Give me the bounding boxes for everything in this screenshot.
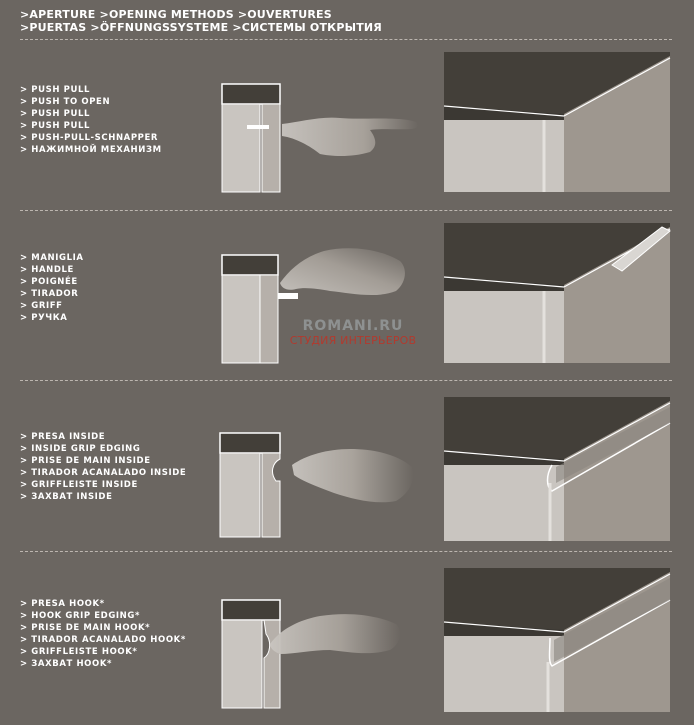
opening-method-label: > GRIFFLEISTE HOOK* — [20, 647, 138, 657]
diagram-inside-grip — [200, 383, 694, 553]
push-latch-mark — [247, 125, 269, 129]
labels-handle — [20, 252, 220, 324]
cross-section-push-pull — [222, 84, 280, 192]
separator-top — [20, 39, 672, 40]
diagram-hook-grip — [200, 554, 694, 724]
watermark-brand: ROMANI.RU — [302, 318, 404, 334]
watermark-subtitle: СТУДИЯ ИНТЕРЬЕРОВ — [289, 334, 417, 347]
handle-profile-mark — [278, 293, 298, 299]
opening-method-label: > PUSH-PULL-SCHNAPPER — [20, 133, 159, 143]
opening-method-label: > TIRADOR — [20, 289, 79, 299]
opening-method-label: > TIRADOR ACANALADO INSIDE — [20, 468, 187, 478]
header-line-1: >APERTURE >OPENING METHODS >OUVERTURES — [20, 8, 332, 21]
labels-push-pull — [20, 84, 220, 156]
labels-hook-grip — [20, 598, 220, 670]
opening-method-label: > HOOK GRIP EDGING* — [20, 611, 141, 621]
cross-section-handle — [222, 255, 298, 363]
cross-section-hook-grip — [222, 600, 280, 708]
opening-method-label: > PUSH PULL — [20, 121, 90, 131]
diagram-handle — [200, 213, 694, 383]
opening-method-label: > PRISE DE MAIN HOOK* — [20, 623, 151, 633]
opening-method-label: > ЗАХВАТ HOOK* — [20, 659, 113, 669]
opening-method-label: > PUSH PULL — [20, 109, 90, 119]
labels-inside-grip — [20, 431, 220, 503]
opening-method-label: > PRISE DE MAIN INSIDE — [20, 456, 151, 466]
opening-method-label: > GRIFFLEISTE INSIDE — [20, 480, 138, 490]
opening-method-label: > GRIFF — [20, 301, 63, 311]
opening-method-label: > РУЧКА — [20, 313, 68, 323]
opening-method-label: > PRESA INSIDE — [20, 432, 106, 442]
opening-method-label: > MANIGLIA — [20, 253, 84, 263]
opening-method-label: > PUSH PULL — [20, 85, 90, 95]
cabinet-3d-hook-grip — [444, 568, 670, 712]
opening-method-label: > НАЖИМНОЙ МЕХАНИЗМ — [20, 145, 162, 155]
opening-method-label: > POIGNÉE — [20, 277, 78, 287]
hand-icon — [270, 614, 400, 654]
diagram-push-pull — [200, 42, 694, 212]
opening-method-label: > HANDLE — [20, 265, 74, 275]
cabinet-3d-inside-grip — [444, 397, 670, 541]
hand-icon — [292, 449, 413, 502]
hand-icon — [282, 118, 418, 156]
cross-section-inside-grip — [220, 433, 280, 537]
opening-method-label: > INSIDE GRIP EDGING — [20, 444, 141, 454]
opening-method-label: > PRESA HOOK* — [20, 599, 105, 609]
opening-method-label: > TIRADOR ACANALADO HOOK* — [20, 635, 186, 645]
opening-method-label: > ЗАХВАТ INSIDE — [20, 492, 113, 502]
cabinet-3d-push-pull — [444, 52, 670, 192]
hand-icon — [280, 248, 405, 295]
page-header — [20, 8, 680, 34]
header-line-2: >PUERTAS >ÖFFNUNGSSYSTEME >СИСТЕМЫ ОТКРЫТИЯ — [20, 21, 382, 34]
cabinet-3d-handle — [444, 223, 670, 363]
opening-method-label: > PUSH TO OPEN — [20, 97, 111, 107]
